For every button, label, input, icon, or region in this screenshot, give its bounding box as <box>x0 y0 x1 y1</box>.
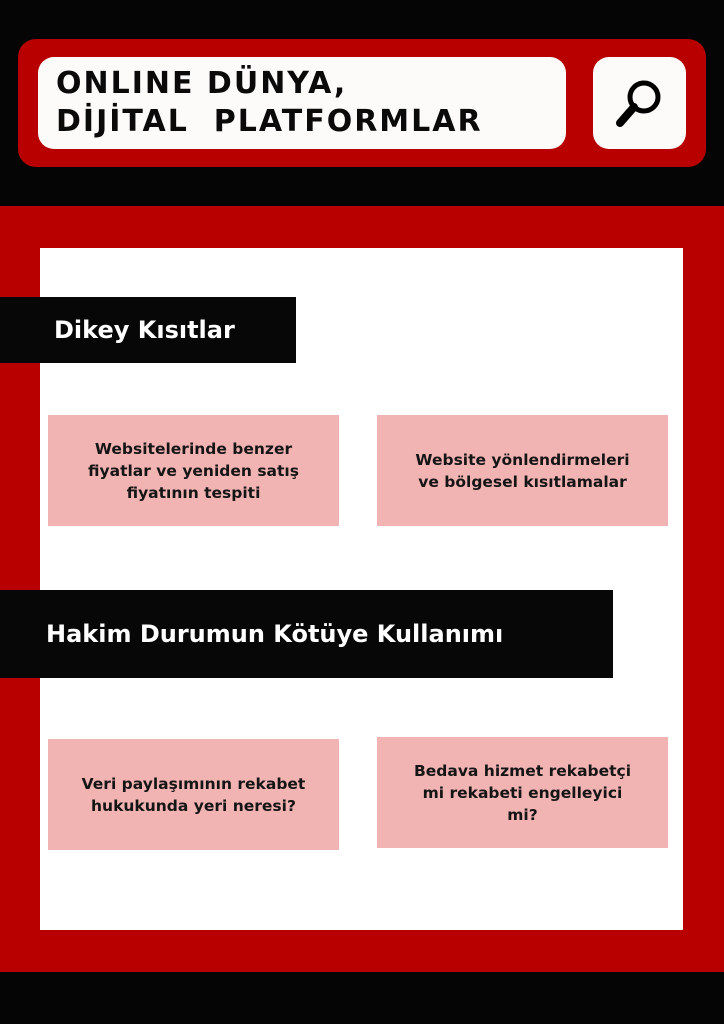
page-title-line-1: ONLINE DÜNYA, <box>56 66 348 101</box>
card-data-sharing <box>48 739 339 850</box>
section-heading-vertical-restraints: Dikey Kısıtlar <box>0 297 296 363</box>
card-website-redirects <box>377 415 668 526</box>
header-bar <box>18 39 706 167</box>
title-box <box>38 57 566 149</box>
page-title-line-2: DİJİTAL PLATFORMLAR <box>56 104 483 139</box>
card-free-services <box>377 737 668 848</box>
search-icon <box>610 73 670 133</box>
search-button[interactable] <box>593 57 686 149</box>
card-text: Bedava hizmet rekabetçi mi rekabeti engelleyici mi? <box>413 761 632 824</box>
card-text: Veri paylaşımının rekabet hukukunda yeri neresi? <box>81 774 306 815</box>
card-text: Website yönlendirmeleri ve bölgesel kısıtlamalar <box>415 450 630 491</box>
card-similar-prices <box>48 415 339 526</box>
card-text: Websitelerinde benzer fiyatlar ve yeniden satış fiyatının tespiti <box>88 439 299 502</box>
section-heading-abuse-of-dominance: Hakim Durumun Kötüye Kullanımı <box>0 590 613 678</box>
